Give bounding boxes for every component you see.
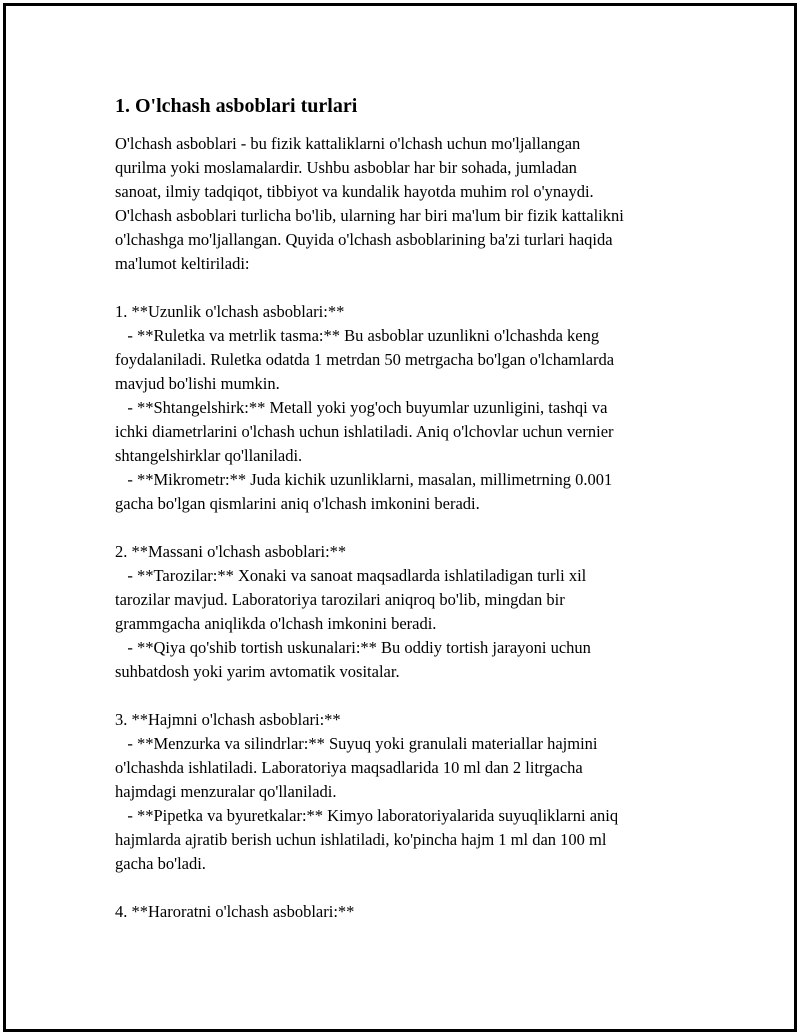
text-line: ichki diametrlarini o'lchash uchun ishlatiladi. Aniq o'lchovlar uchun vernier — [115, 422, 614, 441]
text-line: - **Pipetka va byuretkalar:** Kimyo laboratoriyalarida suyuqliklarni aniq — [115, 806, 619, 825]
blank-line — [115, 276, 700, 300]
text-line: 1. **Uzunlik o'lchash asboblari:** — [115, 302, 345, 321]
text-line: - **Menzurka va silindrlar:** Suyuq yoki granulali materiallar hajmini — [115, 734, 598, 753]
text-line: - **Shtangelshirk:** Metall yoki yog'och buyumlar uzunligini, tashqi va — [115, 398, 608, 417]
blank-line — [115, 876, 700, 900]
blank-line — [115, 684, 700, 708]
text-line: gacha bo'lgan qismlarini aniq o'lchash imkonini beradi. — [115, 494, 480, 513]
text-block — [115, 132, 700, 924]
text-line: 2. **Massani o'lchash asboblari:** — [115, 542, 347, 561]
text-line: 3. **Hajmni o'lchash asboblari:** — [115, 710, 341, 729]
text-line: 4. **Haroratni o'lchash asboblari:** — [115, 902, 355, 921]
section-title: 1. O'lchash asboblari turlari — [115, 95, 358, 117]
text-line: grammgacha aniqlikda o'lchash imkonini beradi. — [115, 614, 437, 633]
text-line: tarozilar mavjud. Laboratoriya tarozilari aniqroq bo'lib, mingdan bir — [115, 590, 565, 609]
text-line: o'lchashda ishlatiladi. Laboratoriya maqsadlarida 10 ml dan 2 litrgacha — [115, 758, 583, 777]
text-line: qurilma yoki moslamalardir. Ushbu asboblar har bir sohada, jumladan — [115, 158, 577, 177]
text-line: ma'lumot keltiriladi: — [115, 254, 250, 273]
text-line: - **Mikrometr:** Juda kichik uzunliklarni, masalan, millimetrning 0.001 — [115, 470, 613, 489]
text-line: mavjud bo'lishi mumkin. — [115, 374, 280, 393]
text-line: hajmlarda ajratib berish uchun ishlatiladi, ko'pincha hajm 1 ml dan 100 ml — [115, 830, 607, 849]
text-line: O'lchash asboblari turlicha bo'lib, ularning har biri ma'lum bir fizik kattalikni — [115, 206, 624, 225]
text-line: o'lchashga mo'ljallangan. Quyida o'lchash asboblarining ba'zi turlari haqida — [115, 230, 613, 249]
text-line: - **Ruletka va metrlik tasma:** Bu asboblar uzunlikni o'lchashda keng — [115, 326, 600, 345]
text-line: sanoat, ilmiy tadqiqot, tibbiyot va kundalik hayotda muhim rol o'ynaydi. — [115, 182, 594, 201]
text-line: - **Tarozilar:** Xonaki va sanoat maqsadlarda ishlatiladigan turli xil — [115, 566, 587, 585]
text-line: foydalaniladi. Ruletka odatda 1 metrdan 50 metrgacha bo'lgan o'lchamlarda — [115, 350, 615, 369]
blank-line — [115, 516, 700, 540]
text-line: shtangelshirklar qo'llaniladi. — [115, 446, 303, 465]
text-line: suhbatdosh yoki yarim avtomatik vositalar. — [115, 662, 400, 681]
text-line: gacha bo'ladi. — [115, 854, 206, 873]
document-body — [115, 93, 700, 924]
text-line: hajmdagi menzuralar qo'llaniladi. — [115, 782, 337, 801]
text-line: O'lchash asboblari - bu fizik kattaliklarni o'lchash uchun mo'ljallangan — [115, 134, 581, 153]
text-line: - **Qiya qo'shib tortish uskunalari:** Bu oddiy tortish jarayoni uchun — [115, 638, 591, 657]
